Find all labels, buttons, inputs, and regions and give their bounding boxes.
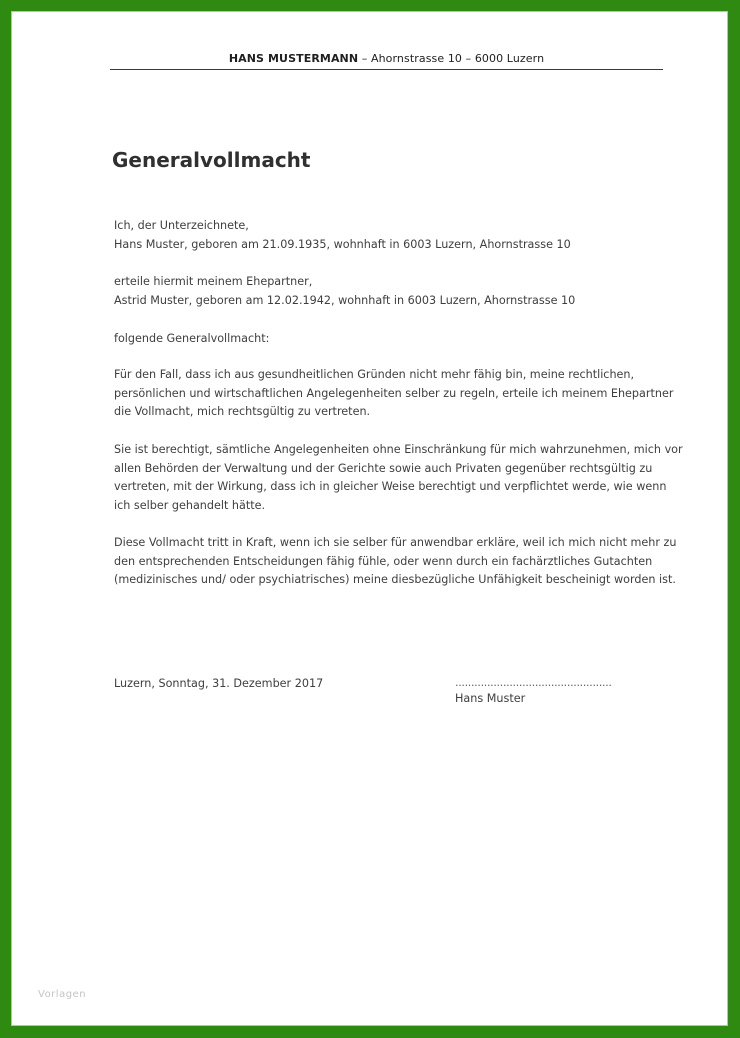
paragraph-line: allen Behörden der Verwaltung und der Gerichte sowie auch Privaten gegenüber rechtsgültig zu [114,461,653,475]
paragraph-line: die Vollmacht, mich rechtsgültig zu vertreten. [114,405,371,419]
letterhead-divider [110,69,663,70]
grantee-line: Astrid Muster, geboren am 12.02.1942, wohnhaft in 6003 Luzern, Ahornstrasse 10 [114,293,576,307]
paragraph-line: den entsprechenden Entscheidungen fähig fühle, oder wenn durch ein fachärztliches Gutachten [114,554,653,568]
intro-line: folgende Generalvollmacht: [114,332,270,345]
grantee-line: erteile hiermit meinem Ehepartner, [114,275,313,288]
letterhead-address: – Ahornstrasse 10 – 6000 Luzern [358,52,545,65]
paragraph-2 [114,441,683,515]
letterhead-name: HANS MUSTERMANN [228,52,359,65]
document-title: Generalvollmacht [112,148,311,172]
paragraph-line: (medizinisches und/ oder psychiatrisches) meine diesbezügliche Unfähigkeit bescheinigt worden ist. [114,573,676,587]
signature-line: ................................................. [455,676,612,689]
paragraph-line: Für den Fall, dass ich aus gesundheitlichen Gründen nicht mehr fähig bin, meine rechtlichen, [114,368,635,381]
place-date: Luzern, Sonntag, 31. Dezember 2017 [114,677,324,690]
grantor-line: Hans Muster, geboren am 21.09.1935, wohnhaft in 6003 Luzern, Ahornstrasse 10 [114,237,571,251]
grantor-line: Ich, der Unterzeichnete, [114,219,249,232]
paragraph-line: Sie ist berechtigt, sämtliche Angelegenheiten ohne Einschränkung für mich wahrzunehmen, mich vor [114,443,683,456]
grantor-block [114,217,571,254]
paragraph-3 [114,534,677,590]
paragraph-1 [114,366,673,422]
intro-block [114,330,269,349]
paragraph-line: persönlichen und wirtschaftlichen Angelegenheiten selber zu regeln, erteile ich meinem Ehepartner [114,386,674,400]
signature-name: Hans Muster [455,692,526,705]
letterhead [110,52,663,65]
grantee-block [114,273,575,310]
watermark: Vorlagen [38,989,87,1000]
paragraph-line: ich selber gehandelt hätte. [114,498,266,512]
paragraph-line: Diese Vollmacht tritt in Kraft, wenn ich sie selber für anwendbar erkläre, weil ich mich nicht mehr zu [114,536,677,549]
paragraph-line: vertreten, mit der Wirkung, dass ich in gleicher Weise berechtigt und verpflichtet werde, wie wenn [114,480,667,494]
